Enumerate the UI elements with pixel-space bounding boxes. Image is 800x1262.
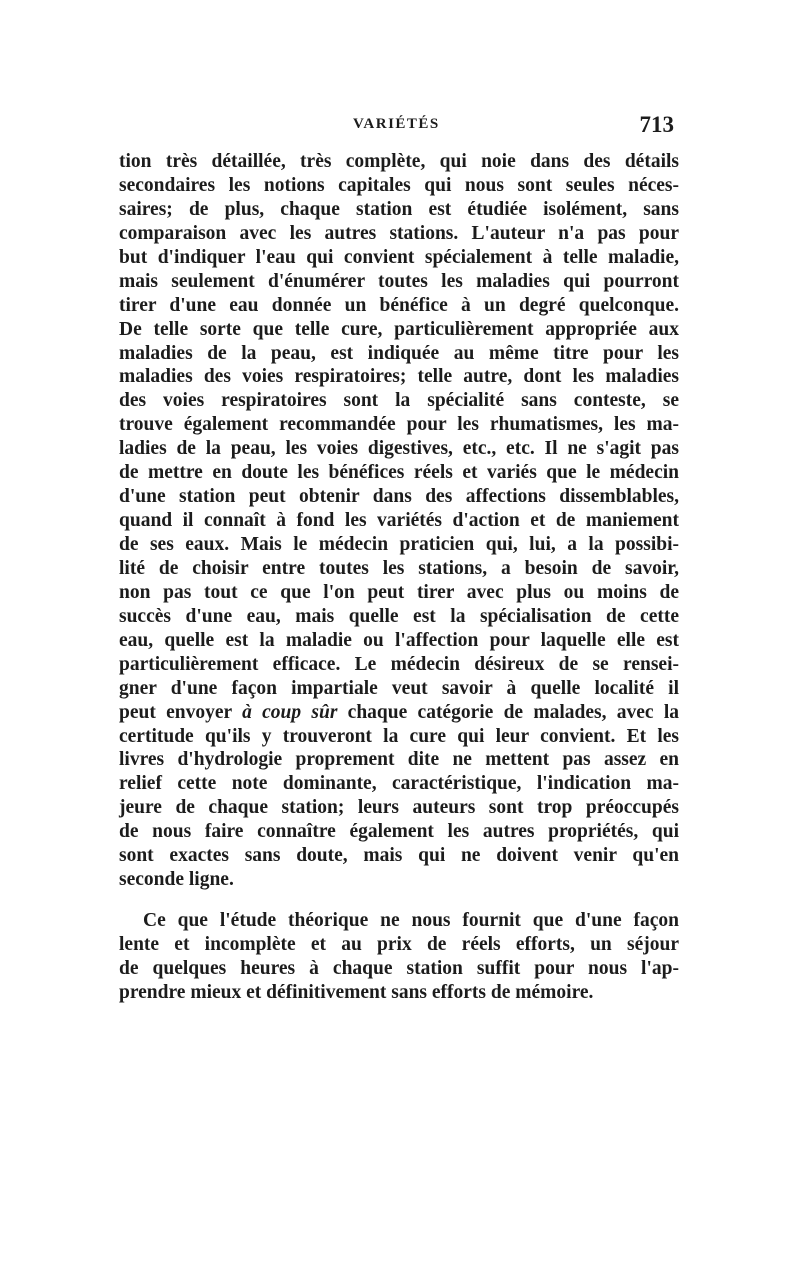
text-line: succès d'une eau, mais quelle est la spécialisation de cette	[119, 605, 679, 627]
text-line: relief cette note dominante, caractéristique, l'indication ma-	[119, 773, 679, 795]
text-line: secondaires les notions capitales qui nous sont seules néces-	[119, 174, 679, 196]
text-line: De telle sorte que telle cure, particulièrement appropriée aux	[119, 318, 679, 340]
text-line: lité de choisir entre toutes les stations, a besoin de savoir,	[119, 557, 679, 579]
text-line: eau, quelle est la maladie ou l'affection pour laquelle elle est	[119, 629, 679, 651]
text-line: seconde ligne.	[119, 869, 234, 891]
text-line: particulièrement efficace. Le médecin désireux de se rensei-	[119, 653, 679, 675]
text-line: prendre mieux et définitivement sans efforts de mémoire.	[119, 981, 594, 1003]
text-line: quand il connaît à fond les variétés d'action et de maniement	[119, 510, 679, 532]
text-line: comparaison avec les autres stations. L'auteur n'a pas pour	[119, 222, 679, 244]
text-line: jeure de chaque station; leurs auteurs sont trop préoccupés	[119, 797, 679, 819]
italic-phrase: à coup sûr	[242, 701, 338, 723]
page-number: 713	[639, 112, 674, 137]
text-line: maladies de la peau, est indiquée au même titre pour les	[119, 342, 679, 364]
text-segment: chaque catégorie de malades, avec la	[337, 701, 679, 723]
text-segment: peut envoyer	[119, 701, 243, 723]
text-line: Ce que l'étude théorique ne nous fournit que d'une façon	[143, 910, 679, 932]
text-line-with-italic	[119, 701, 679, 725]
text-line: but d'indiquer l'eau qui convient spécialement à telle maladie,	[119, 246, 679, 268]
paragraph-2	[119, 909, 679, 1005]
text-line: certitude qu'ils y trouveront la cure qui leur convient. Et les	[119, 725, 679, 747]
text-line: non pas tout ce que l'on peut tirer avec plus ou moins de	[119, 581, 679, 603]
text-line: gner d'une façon impartiale veut savoir à quelle localité il	[119, 677, 679, 699]
paragraph-1	[119, 150, 679, 892]
text-line: trouve également recommandée pour les rhumatismes, les ma-	[119, 414, 679, 436]
running-title: VARIÉTÉS	[353, 116, 440, 132]
text-line: lente et incomplète et au prix de réels efforts, un séjour	[119, 934, 679, 955]
text-line: tirer d'une eau donnée un bénéfice à un degré quelconque.	[119, 294, 679, 316]
page-body	[119, 150, 679, 1005]
page-header	[118, 114, 678, 144]
text-line: tion très détaillée, très complète, qui noie dans des détails	[119, 151, 679, 172]
text-line: de quelques heures à chaque station suffit pour nous l'ap-	[119, 957, 679, 979]
text-line: saires; de plus, chaque station est étudiée isolément, sans	[119, 198, 679, 220]
text-line: de nous faire connaître également les autres propriétés, qui	[119, 821, 679, 843]
text-line: d'une station peut obtenir dans des affections dissemblables,	[119, 486, 679, 508]
text-line: maladies des voies respiratoires; telle autre, dont les maladies	[119, 366, 679, 388]
text-line: livres d'hydrologie proprement dite ne mettent pas assez en	[119, 749, 679, 771]
text-line: ladies de la peau, les voies digestives, etc., etc. Il ne s'agit pas	[119, 438, 679, 460]
text-line: de mettre en doute les bénéfices réels et variés que le médecin	[119, 462, 679, 484]
text-line: des voies respiratoires sont la spécialité sans conteste, se	[119, 390, 679, 412]
text-line: de ses eaux. Mais le médecin praticien qui, lui, a la possibi-	[119, 534, 679, 555]
text-line: sont exactes sans doute, mais qui ne doivent venir qu'en	[119, 845, 679, 867]
text-line: mais seulement d'énumérer toutes les maladies qui pourront	[119, 270, 679, 292]
paragraph-spacer	[119, 892, 679, 909]
